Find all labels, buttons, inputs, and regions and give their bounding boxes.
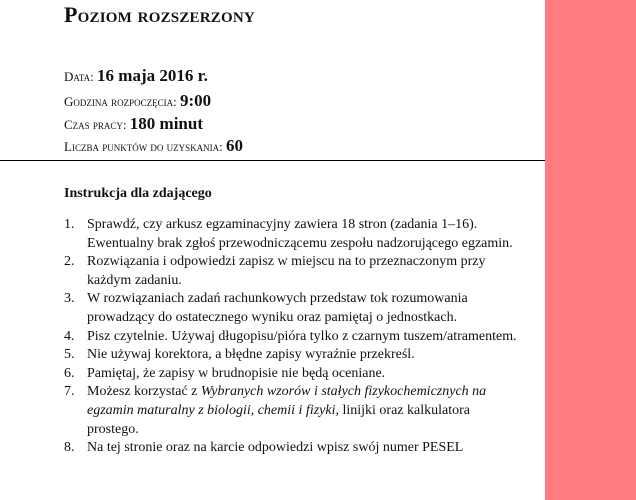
decorative-side-band [545,0,636,500]
exam-points-value: 60 [226,136,244,155]
exam-level-heading: Poziom rozszerzony [64,2,255,27]
instruction-number: 4. [64,328,75,344]
instruction-item-5 [64,346,524,365]
instruction-number: 1. [64,217,75,232]
exam-start-time-value: 9:00 [180,91,212,110]
instruction-item-7 [64,383,524,439]
instruction-text-after: , linijki oraz kalkulatora prostego. [87,402,470,437]
exam-start-time-label: Godzina rozpoczęcia: [64,94,177,109]
instruction-number: 6. [64,365,75,381]
exam-duration-label: Czas pracy: [64,117,127,132]
instructions-list [64,216,524,458]
instruction-item-2 [64,253,524,290]
instruction-text: Sprawdź, czy arkusz egzaminacyjny zawiera 18 stron (zadania 1–16). Ewentualny brak zgłoś przewodniczącemu zespołu nadzorującego egzamin. [87,217,513,251]
instruction-number: 2. [64,254,75,270]
exam-duration-row [64,114,203,134]
instruction-number: 7. [64,384,75,400]
instruction-item-3 [64,290,524,327]
instruction-text: Rozwiązania i odpowiedzi zapisz w miejscu na to przeznaczonym przy każdym zadaniu. [87,254,486,288]
exam-start-time-row [64,91,211,111]
exam-date-label: Data: [64,69,94,84]
instruction-text: Pamiętaj, że zapisy w brudnopisie nie będą oceniane. [87,365,386,381]
instructions-title: Instrukcja dla zdającego [64,186,212,201]
instruction-text: Nie używaj korektora, a błędne zapisy wyraźnie przekreśl. [87,347,415,363]
instruction-text: W rozwiązaniach zadań rachunkowych przedstaw tok rozumowania prowadzący do ostatecznego wyniku oraz pamiętaj o jednostkach. [87,291,468,325]
instruction-number: 8. [64,440,75,456]
instruction-item-1 [64,216,524,253]
exam-date-value: 16 maja 2016 r. [97,66,208,85]
instruction-number: 5. [64,347,75,363]
exam-points-label: Liczba punktów do uzyskania: [64,139,223,154]
instruction-item-6 [64,365,524,384]
exam-date-row [64,66,208,86]
section-divider [0,160,545,161]
instruction-text-before: Możesz korzystać z [87,384,201,400]
instruction-text-italic: Wybranych wzorów i stałych fizykochemicznych na egzamin maturalny z biologii, chemii i fizyki [87,384,487,418]
exam-points-row [64,136,243,156]
instruction-number: 3. [64,291,75,307]
instruction-item-4 [64,328,524,347]
instruction-text: Pisz czytelnie. Używaj długopisu/pióra tylko z czarnym tuszem/atramentem. [87,328,517,344]
instruction-text: Na tej stronie oraz na karcie odpowiedzi wpisz swój numer PESEL [87,440,464,456]
instruction-item-8 [64,439,524,458]
exam-duration-value: 180 minut [129,114,204,133]
